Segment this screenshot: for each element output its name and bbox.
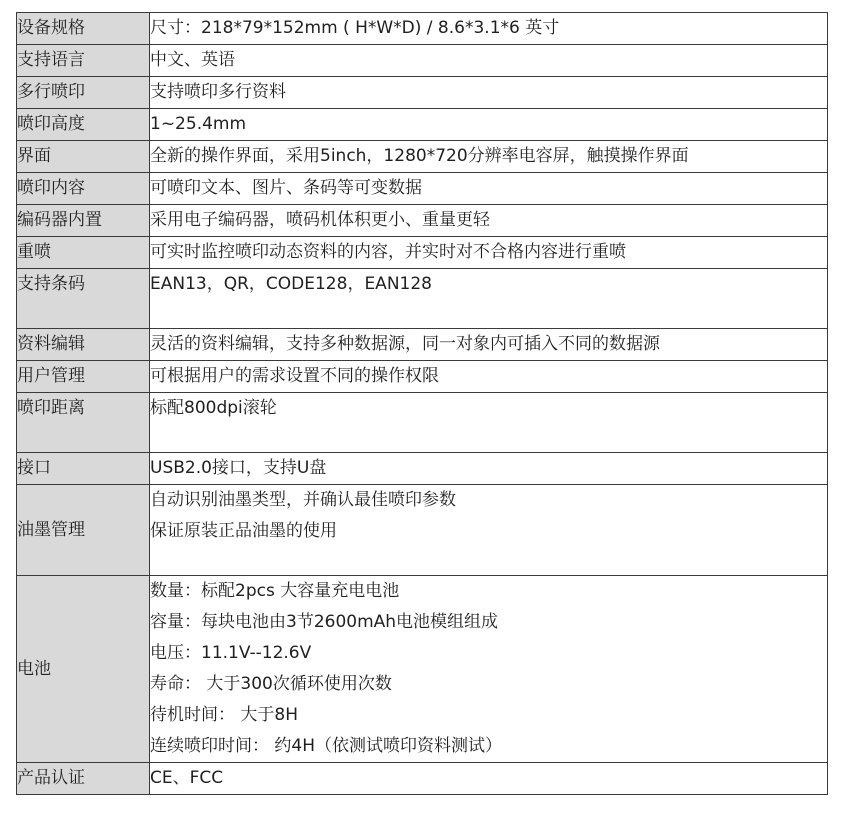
row-label: 资料编辑 [17, 329, 150, 361]
table-row [17, 77, 828, 109]
table-row [17, 141, 828, 173]
row-label: 喷印内容 [17, 173, 150, 205]
value-line: USB2.0接口，支持U盘 [150, 458, 327, 478]
row-label: 喷印高度 [17, 109, 150, 141]
row-label: 支持条码 [17, 269, 150, 329]
row-value [150, 763, 828, 795]
row-value [150, 453, 828, 485]
value-line: 自动识别油墨类型，并确认最佳喷印参数 [150, 490, 456, 510]
row-label: 电池 [17, 576, 150, 763]
value-line: EAN13，QR，CODE128，EAN128 [150, 274, 432, 294]
value-line: 寿命： 大于300次循环使用次数 [150, 674, 392, 694]
table-row [17, 13, 828, 45]
value-line: 全新的操作界面，采用5inch，1280*720分辨率电容屏，触摸操作界面 [150, 146, 689, 166]
value-line: 电压：11.1V--12.6V [150, 643, 312, 663]
value-line: 可实时监控喷印动态资料的内容，并实时对不合格内容进行重喷 [150, 242, 626, 262]
row-value [150, 576, 828, 763]
table-row [17, 763, 828, 795]
table-row [17, 205, 828, 237]
row-value [150, 13, 828, 45]
value-line: CE、FCC [150, 768, 224, 788]
value-line: 连续喷印时间： 约4H（依测试喷印资料测试） [150, 736, 503, 756]
value-line: 支持喷印多行资料 [150, 82, 286, 102]
row-value [150, 393, 828, 453]
spec-table [16, 12, 828, 795]
row-value [150, 329, 828, 361]
row-label: 界面 [17, 141, 150, 173]
value-line: 待机时间： 大于8H [150, 705, 299, 725]
row-value [150, 237, 828, 269]
row-label: 编码器内置 [17, 205, 150, 237]
table-row [17, 269, 828, 329]
row-value [150, 173, 828, 205]
row-value [150, 45, 828, 77]
row-label: 接口 [17, 453, 150, 485]
row-label: 支持语言 [17, 45, 150, 77]
value-line: 可根据用户的需求设置不同的操作权限 [150, 366, 439, 386]
table-row [17, 237, 828, 269]
row-label: 多行喷印 [17, 77, 150, 109]
value-line: 可喷印文本、图片、条码等可变数据 [150, 178, 422, 198]
table-row [17, 45, 828, 77]
value-line: 容量：每块电池由3节2600mAh电池模组组成 [150, 612, 499, 632]
table-row [17, 361, 828, 393]
row-label: 重喷 [17, 237, 150, 269]
row-label: 用户管理 [17, 361, 150, 393]
table-row [17, 485, 828, 576]
value-line: 采用电子编码器，喷码机体积更小、重量更轻 [150, 210, 490, 230]
value-line: 1~25.4mm [150, 114, 247, 134]
row-value [150, 361, 828, 393]
table-row [17, 393, 828, 453]
row-value [150, 269, 828, 329]
table-row [17, 576, 828, 763]
row-value [150, 141, 828, 173]
table-row [17, 109, 828, 141]
table-row [17, 173, 828, 205]
value-line: 中文、英语 [150, 50, 235, 70]
row-value [150, 77, 828, 109]
value-line: 尺寸：218*79*152mm ( H*W*D) / 8.6*3.1*6 英寸 [150, 18, 560, 38]
row-value [150, 109, 828, 141]
row-value [150, 485, 828, 576]
table-row [17, 453, 828, 485]
value-line: 数量：标配2pcs 大容量充电电池 [150, 581, 400, 601]
row-label: 油墨管理 [17, 485, 150, 576]
row-value [150, 205, 828, 237]
value-line: 灵活的资料编辑，支持多种数据源，同一对象内可插入不同的数据源 [150, 334, 660, 354]
value-line: 保证原装正品油墨的使用 [150, 521, 337, 541]
table-row [17, 329, 828, 361]
row-label: 设备规格 [17, 13, 150, 45]
value-line: 标配800dpi滚轮 [150, 398, 277, 418]
row-label: 喷印距离 [17, 393, 150, 453]
row-label: 产品认证 [17, 763, 150, 795]
